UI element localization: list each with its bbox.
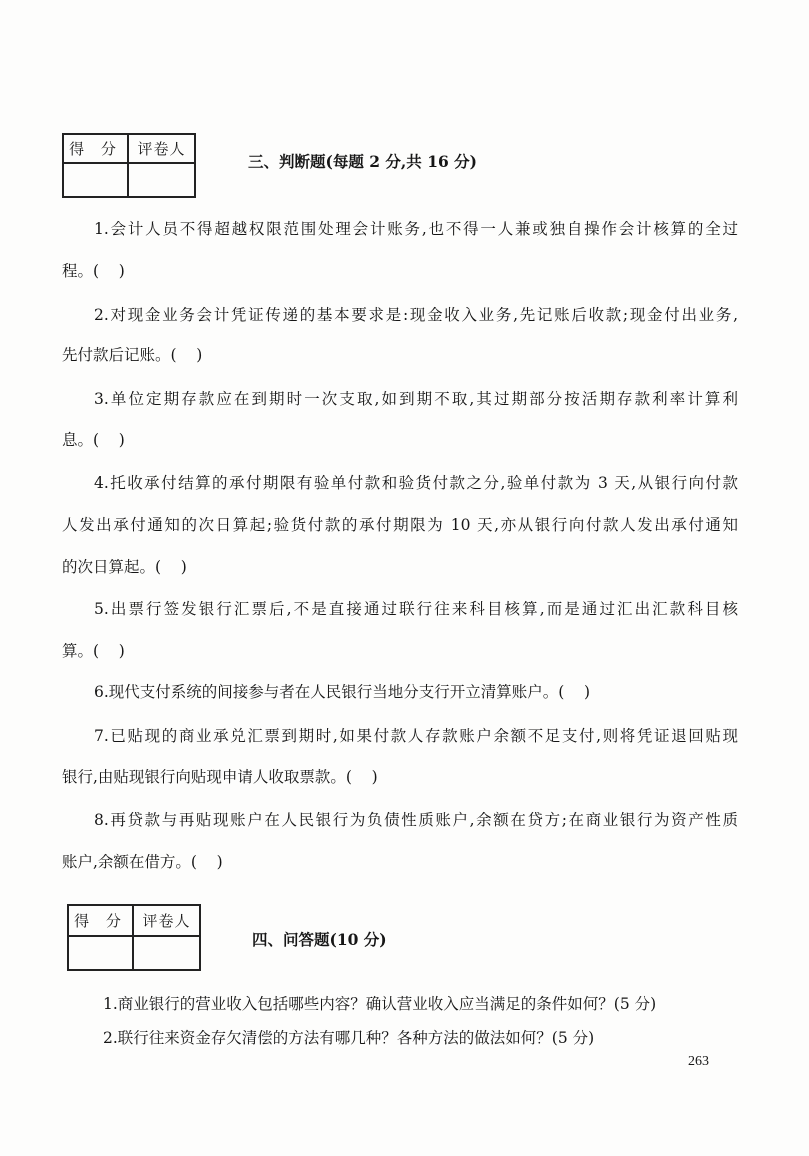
question-7-line-1: 7.已贴现的商业承兑汇票到期时,如果付款人存款账户余额不足支付,则将凭证退回贴现 xyxy=(94,727,738,745)
question-5-line-1: 5.出票行签发银行汇票后,不是直接通过联行往来科目核算,而是通过汇出汇款科目核 xyxy=(94,600,738,618)
grader-value-cell xyxy=(134,937,199,969)
score-value-cell xyxy=(64,164,129,196)
section-4-title: 四、问答题(10 分) xyxy=(252,930,387,949)
question-8-line-1: 8.再贷款与再贴现账户在人民银行为负债性质账户,余额在贷方;在商业银行为资产性质 xyxy=(94,811,738,829)
section-3-title: 三、判断题(每题 2 分,共 16 分) xyxy=(248,152,478,171)
grader-header-cell: 评卷人 xyxy=(134,906,199,937)
question-1-line-1: 1.会计人员不得超越权限范围处理会计账务,也不得一人兼或独自操作会计核算的全过 xyxy=(94,220,738,238)
score-header-cell: 得 分 xyxy=(64,135,129,164)
score-table-judgement xyxy=(62,133,196,198)
question-4-line-3: 的次日算起。( ) xyxy=(62,558,187,576)
question-2-line-2: 先付款后记账。( ) xyxy=(62,346,203,364)
question-4-line-1: 4.托收承付结算的承付期限有验单付款和验货付款之分,验单付款为 3 天,从银行向付款 xyxy=(94,474,738,492)
score-header-cell: 得 分 xyxy=(69,906,134,937)
grader-header-cell: 评卷人 xyxy=(129,135,194,164)
essay-question-2: 2.联行往来资金存欠清偿的方法有哪几种？各种方法的做法如何？(5 分) xyxy=(103,1029,595,1047)
question-8-line-2: 账户,余额在借方。( ) xyxy=(62,853,223,871)
page-number: 263 xyxy=(688,1054,709,1069)
question-2-line-1: 2.对现金业务会计凭证传递的基本要求是:现金收入业务,先记账后收款;现金付出业务, xyxy=(94,306,738,324)
question-5-line-2: 算。( ) xyxy=(62,642,125,660)
score-table-essay xyxy=(67,904,201,971)
question-1-line-2: 程。( ) xyxy=(62,262,125,280)
question-3-line-1: 3.单位定期存款应在到期时一次支取,如到期不取,其过期部分按活期存款利率计算利 xyxy=(94,390,738,408)
essay-question-1: 1.商业银行的营业收入包括哪些内容？确认营业收入应当满足的条件如何？(5 分) xyxy=(103,995,657,1013)
question-4-line-2: 人发出承付通知的次日算起;验货付款的承付期限为 10 天,亦从银行向付款人发出承付通知 xyxy=(62,516,738,534)
question-6-line-1: 6.现代支付系统的间接参与者在人民银行当地分支行开立清算账户。( ) xyxy=(94,683,591,701)
score-value-cell xyxy=(69,937,134,969)
grader-value-cell xyxy=(129,164,194,196)
question-7-line-2: 银行,由贴现银行向贴现申请人收取票款。( ) xyxy=(62,768,378,786)
question-3-line-2: 息。( ) xyxy=(62,431,125,449)
